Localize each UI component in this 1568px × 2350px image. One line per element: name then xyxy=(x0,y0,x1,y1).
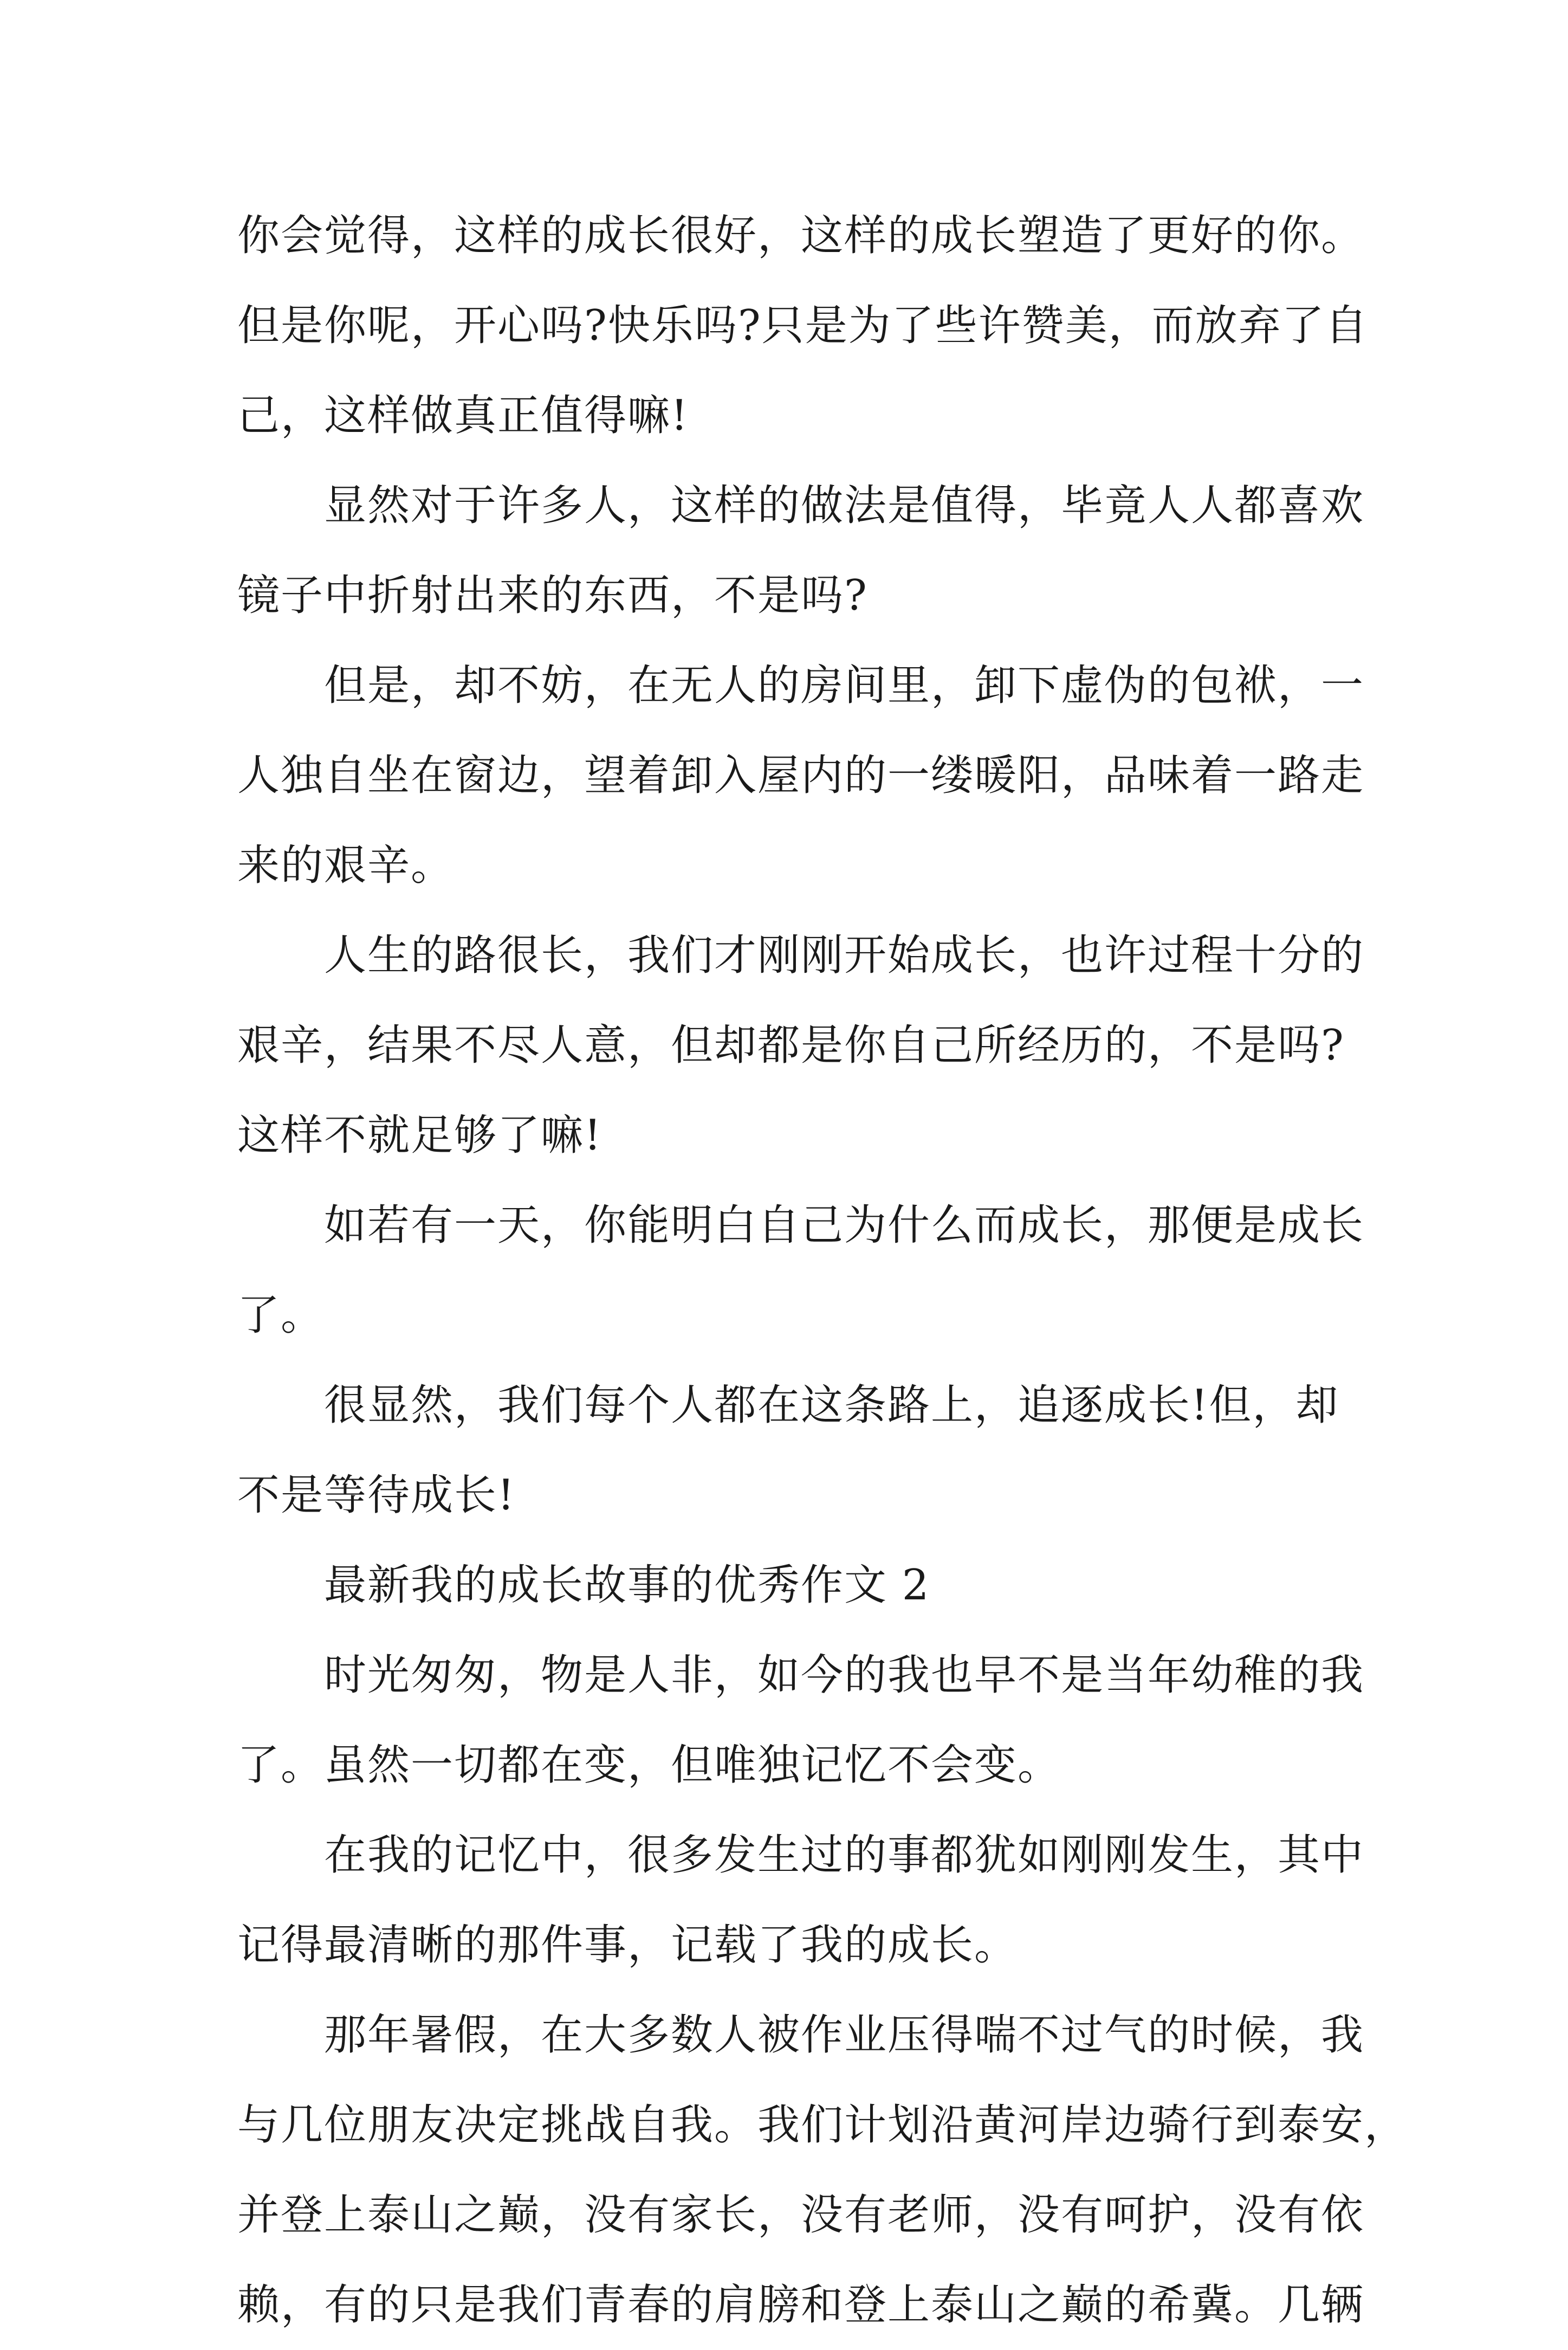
text-line: 时光匆匆，物是人非，如今的我也早不是当年幼稚的我 xyxy=(324,1651,1365,1700)
text-line: 记得最清晰的那件事，记载了我的成长。 xyxy=(237,1921,1018,1970)
text-line: 你会觉得，这样的成长很好，这样的成长塑造了更好的你。 xyxy=(237,211,1365,260)
text-line: 赖，有的只是我们青春的肩膀和登上泰山之巅的希冀。几辆 xyxy=(237,2281,1365,2329)
text-line: 不是等待成长! xyxy=(237,1471,516,1520)
text-line: 但是你呢，开心吗?快乐吗?只是为了些许赞美，而放弃了自 xyxy=(237,301,1369,350)
document-body xyxy=(237,191,1408,2350)
text-line: 人生的路很长，我们才刚刚开始成长，也许过程十分的 xyxy=(324,931,1365,980)
text-line: 了。 xyxy=(237,1291,325,1340)
text-line: 艰辛，结果不尽人意，但却都是你自己所经历的，不是吗? xyxy=(237,1021,1345,1070)
section-heading: 最新我的成长故事的优秀作文 2 xyxy=(324,1561,930,1610)
text-line: 那年暑假，在大多数人被作业压得喘不过气的时候，我 xyxy=(324,2011,1365,2060)
text-line: 但是，却不妨，在无人的房间里，卸下虚伪的包袱，一 xyxy=(324,661,1365,710)
text-line: 己，这样做真正值得嘛! xyxy=(237,391,689,440)
text-line: 显然对于许多人，这样的做法是值得，毕竟人人都喜欢 xyxy=(324,481,1365,530)
text-line: 很显然，我们每个人都在这条路上，追逐成长!但，却 xyxy=(324,1381,1339,1430)
text-line: 人独自坐在窗边，望着卸入屋内的一缕暖阳，品味着一路走 xyxy=(237,751,1365,800)
text-line: 并登上泰山之巅，没有家长，没有老师，没有呵护，没有依 xyxy=(237,2191,1365,2239)
text-line: 与几位朋友决定挑战自我。我们计划沿黄河岸边骑行到泰安， xyxy=(237,2101,1408,2149)
text-line: 来的艰辛。 xyxy=(237,841,455,890)
text-line: 这样不就足够了嘛! xyxy=(237,1111,602,1160)
text-line: 在我的记忆中，很多发生过的事都犹如刚刚发生，其中 xyxy=(324,1831,1365,1880)
text-line: 如若有一天，你能明白自己为什么而成长，那便是成长 xyxy=(324,1201,1365,1250)
text-line: 镜子中折射出来的东西，不是吗? xyxy=(237,571,868,620)
text-line: 了。虽然一切都在变，但唯独记忆不会变。 xyxy=(237,1741,1061,1790)
